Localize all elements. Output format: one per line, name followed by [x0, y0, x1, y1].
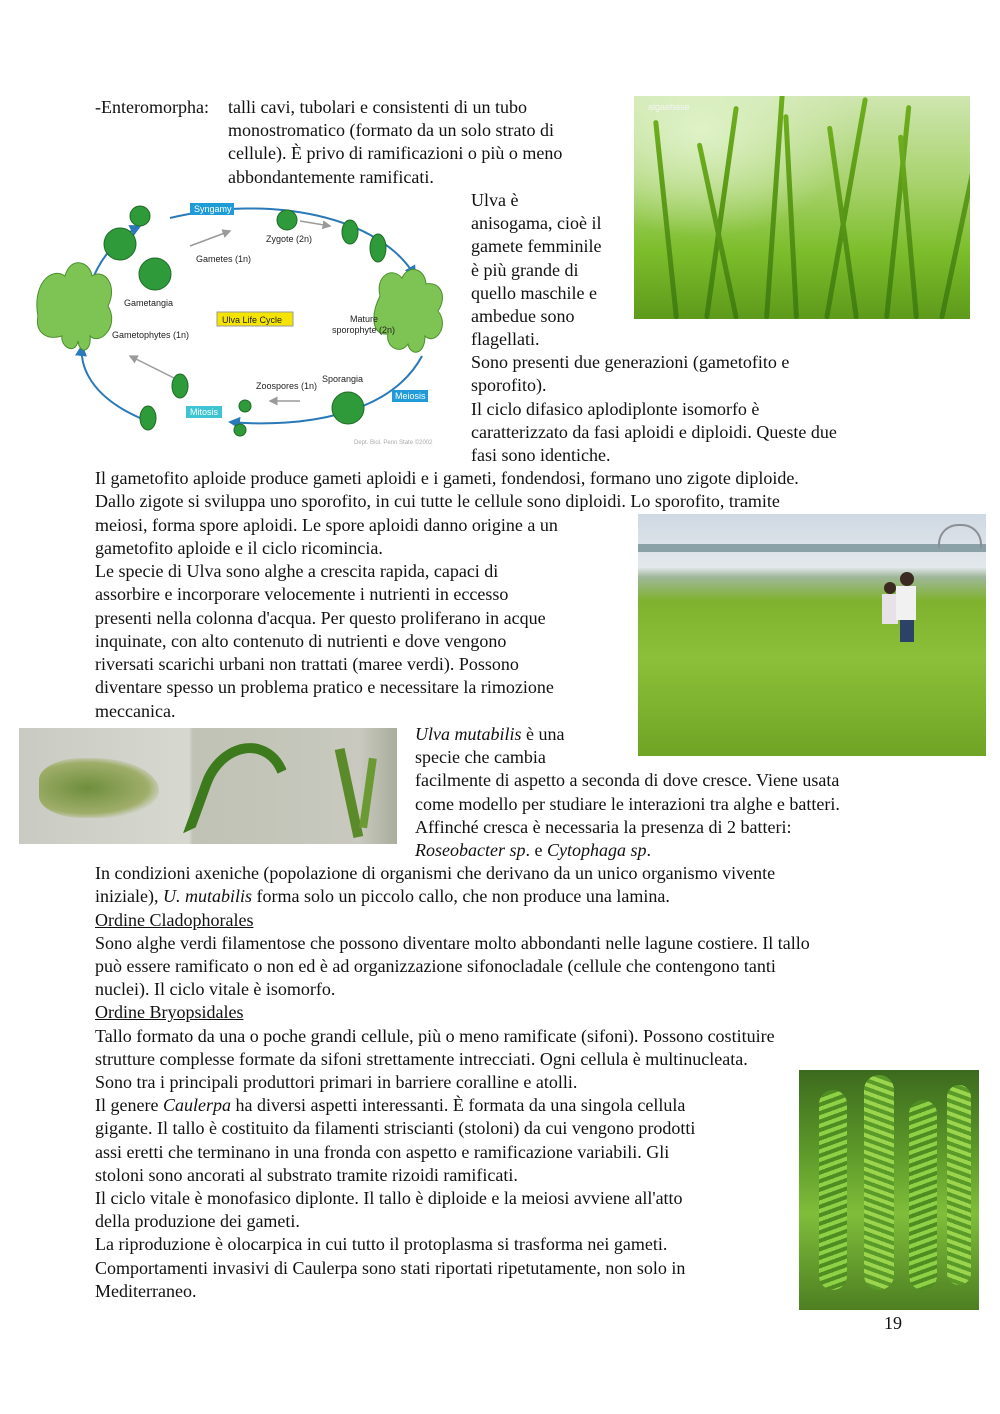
text-line: cellule). È privo di ramificazioni o più o meno: [228, 143, 563, 163]
section-heading-cladophorales: Ordine Cladophorales: [95, 910, 254, 930]
text-line: può essere ramificato o non ed è ad organizzazione sifonocladale (cellule che contengono tanti: [95, 956, 776, 976]
text-line: meccanica.: [95, 701, 176, 721]
text-line: specie che cambia: [415, 747, 546, 767]
text-line: [95, 1094, 685, 1117]
ulva-life-cycle-diagram: [30, 196, 458, 450]
text-line: quello maschile e: [471, 283, 597, 303]
text-line: caratterizzato da fasi aploidi e diploidi. Queste due: [471, 422, 837, 442]
text-line: Tallo formato da una o poche grandi cellule, più o meno ramificate (sifoni). Possono costituire: [95, 1026, 775, 1046]
sporangia-label: Sporangia: [322, 374, 364, 384]
text-line: talli cavi, tubolari e consistenti di un tubo: [228, 97, 527, 117]
text-span: . e: [525, 840, 547, 860]
gametangia-label: Gametangia: [124, 298, 174, 308]
gametes-label: Gametes (1n): [196, 254, 252, 264]
text-line: stoloni sono ancorati al substrato tramite rizoidi ramificati.: [95, 1165, 518, 1185]
text-line: fasi sono identiche.: [471, 445, 611, 465]
zygote: [277, 210, 297, 230]
species-name: Roseobacter sp: [415, 840, 526, 860]
text-line: abbondantemente ramificati.: [228, 167, 434, 187]
zoospores-label: Zoospores (1n): [256, 381, 318, 391]
text-line: In condizioni axeniche (popolazione di organismi che derivano da un unico organismo vivente: [95, 863, 776, 883]
text-line: Il ciclo difasico aplodiplonte isomorfo è: [471, 399, 760, 419]
photo-watermark: algaebase: [648, 102, 690, 112]
text-line: gametofito aploide e il ciclo ricomincia.: [95, 538, 383, 558]
enteromorpha-label: -Enteromorpha:: [95, 97, 209, 117]
ulva-mutabilis-microscopy-photo: [19, 728, 397, 844]
text-line: gigante. Il tallo è costituito da filamenti striscianti (stoloni) da cui vengono prodotti: [95, 1118, 696, 1138]
text-line: Le specie di Ulva sono alghe a crescita rapida, capaci di: [95, 561, 499, 581]
text-span: iniziale),: [95, 886, 163, 906]
section-heading-bryopsidales: Ordine Bryopsidales: [95, 1002, 244, 1022]
caulerpa-photo: [799, 1070, 979, 1310]
species-name: Cytophaga sp: [546, 840, 647, 860]
text-line: sporofito).: [471, 375, 547, 395]
species-name: Ulva mutabilis: [415, 724, 522, 744]
diagram-credit: Dept. Biol. Penn State ©2002: [354, 440, 433, 446]
text-line: [415, 839, 651, 862]
syngamy-label: Syngamy: [194, 204, 232, 214]
gametophyte-left: [37, 263, 112, 350]
text-span: ha diversi aspetti interessanti. È formata da una singola cellula: [230, 1095, 686, 1115]
text-line: [415, 723, 564, 746]
text-line: Dallo zigote si sviluppa uno sporofito, in cui tutte le cellule sono diploidi. Lo sporofito, tramite: [95, 491, 780, 511]
gametangium: [130, 206, 150, 226]
text-line: della produzione dei gameti.: [95, 1211, 300, 1231]
text-line: ambedue sono: [471, 306, 575, 326]
text-line: Sono tra i principali produttori primari in barriere coralline e atolli.: [95, 1072, 578, 1092]
text-line: diventare spesso un problema pratico e necessitare la rimozione: [95, 677, 554, 697]
text-line: Il ciclo vitale è monofasico diplonte. Il tallo è diploide e la meiosi avviene all'atto: [95, 1188, 683, 1208]
text-line: anisogama, cioè il: [471, 213, 602, 233]
text-line: inquinate, con alto contenuto di nutrienti e dove vengono: [95, 631, 507, 651]
green-tide-beach-photo: [638, 514, 986, 756]
genus-name: Caulerpa: [162, 1095, 231, 1115]
text-line: Sono presenti due generazioni (gametofito e: [471, 352, 790, 372]
text-span: .: [646, 840, 651, 860]
meiosis-label: Meiosis: [395, 391, 426, 401]
mature-label-2: sporophyte (2n): [332, 325, 396, 335]
page-number: 19: [884, 1313, 902, 1333]
text-line: flagellati.: [471, 329, 540, 349]
mature-sporophyte: [374, 269, 443, 352]
gametophytes-label: Gametophytes (1n): [112, 330, 190, 340]
text-line: facilmente di aspetto a seconda di dove cresce. Viene usata: [415, 770, 840, 790]
gametangium: [139, 258, 171, 290]
gametangium: [104, 228, 136, 260]
text-line: La riproduzione è olocarpica in cui tutto il protoplasma si trasforma nei gameti.: [95, 1234, 668, 1254]
text-line: nuclei). Il ciclo vitale è isomorfo.: [95, 979, 336, 999]
text-line: gamete femminile: [471, 236, 602, 256]
text-line: Sono alghe verdi filamentose che possono diventare molto abbondanti nelle lagune costiere. Il tallo: [95, 933, 810, 953]
text-line: [95, 885, 670, 908]
enteromorpha-photo: [634, 96, 970, 319]
text-line: assi eretti che terminano in una fronda con aspetto e ramificazione variabili. Gli: [95, 1142, 670, 1162]
text-line: strutture complesse formate da sifoni strettamente intrecciati. Ogni cellula è multinucleata.: [95, 1049, 748, 1069]
text-line: riversati scarichi urbani non trattati (maree verdi). Possono: [95, 654, 519, 674]
text-span: Il genere: [95, 1095, 163, 1115]
text-line: Comportamenti invasivi di Caulerpa sono stati riportati ripetutamente, non solo in: [95, 1258, 686, 1278]
text-line: Affinché cresca è necessaria la presenza di 2 batteri:: [415, 817, 792, 837]
mature-label-1: Mature: [350, 314, 379, 324]
text-span: è una: [521, 724, 565, 744]
text-line: Ulva è: [471, 190, 519, 210]
text-line: Il gametofito aploide produce gameti aploidi e i gameti, fondendosi, formano uno zigote diploide.: [95, 468, 799, 488]
lifecycle-title: Ulva Life Cycle: [222, 315, 283, 325]
text-line: assorbire e incorporare velocemente i nutrienti in eccesso: [95, 584, 509, 604]
text-line: è più grande di: [471, 260, 579, 280]
text-line: Mediterraneo.: [95, 1281, 197, 1301]
text-span: forma solo un piccolo callo, che non produce una lamina.: [251, 886, 670, 906]
text-line: monostromatico (formato da un solo strato di: [228, 120, 554, 140]
text-line: presenti nella colonna d'acqua. Per questo proliferano in acque: [95, 608, 546, 628]
species-name: U. mutabilis: [162, 886, 252, 906]
text-line: come modello per studiare le interazioni tra alghe e batteri.: [415, 794, 840, 814]
zygote-label: Zygote (2n): [266, 234, 313, 244]
text-line: meiosi, forma spore aploidi. Le spore aploidi danno origine a un: [95, 515, 558, 535]
mitosis-label: Mitosis: [190, 407, 219, 417]
sporangium: [332, 392, 364, 424]
